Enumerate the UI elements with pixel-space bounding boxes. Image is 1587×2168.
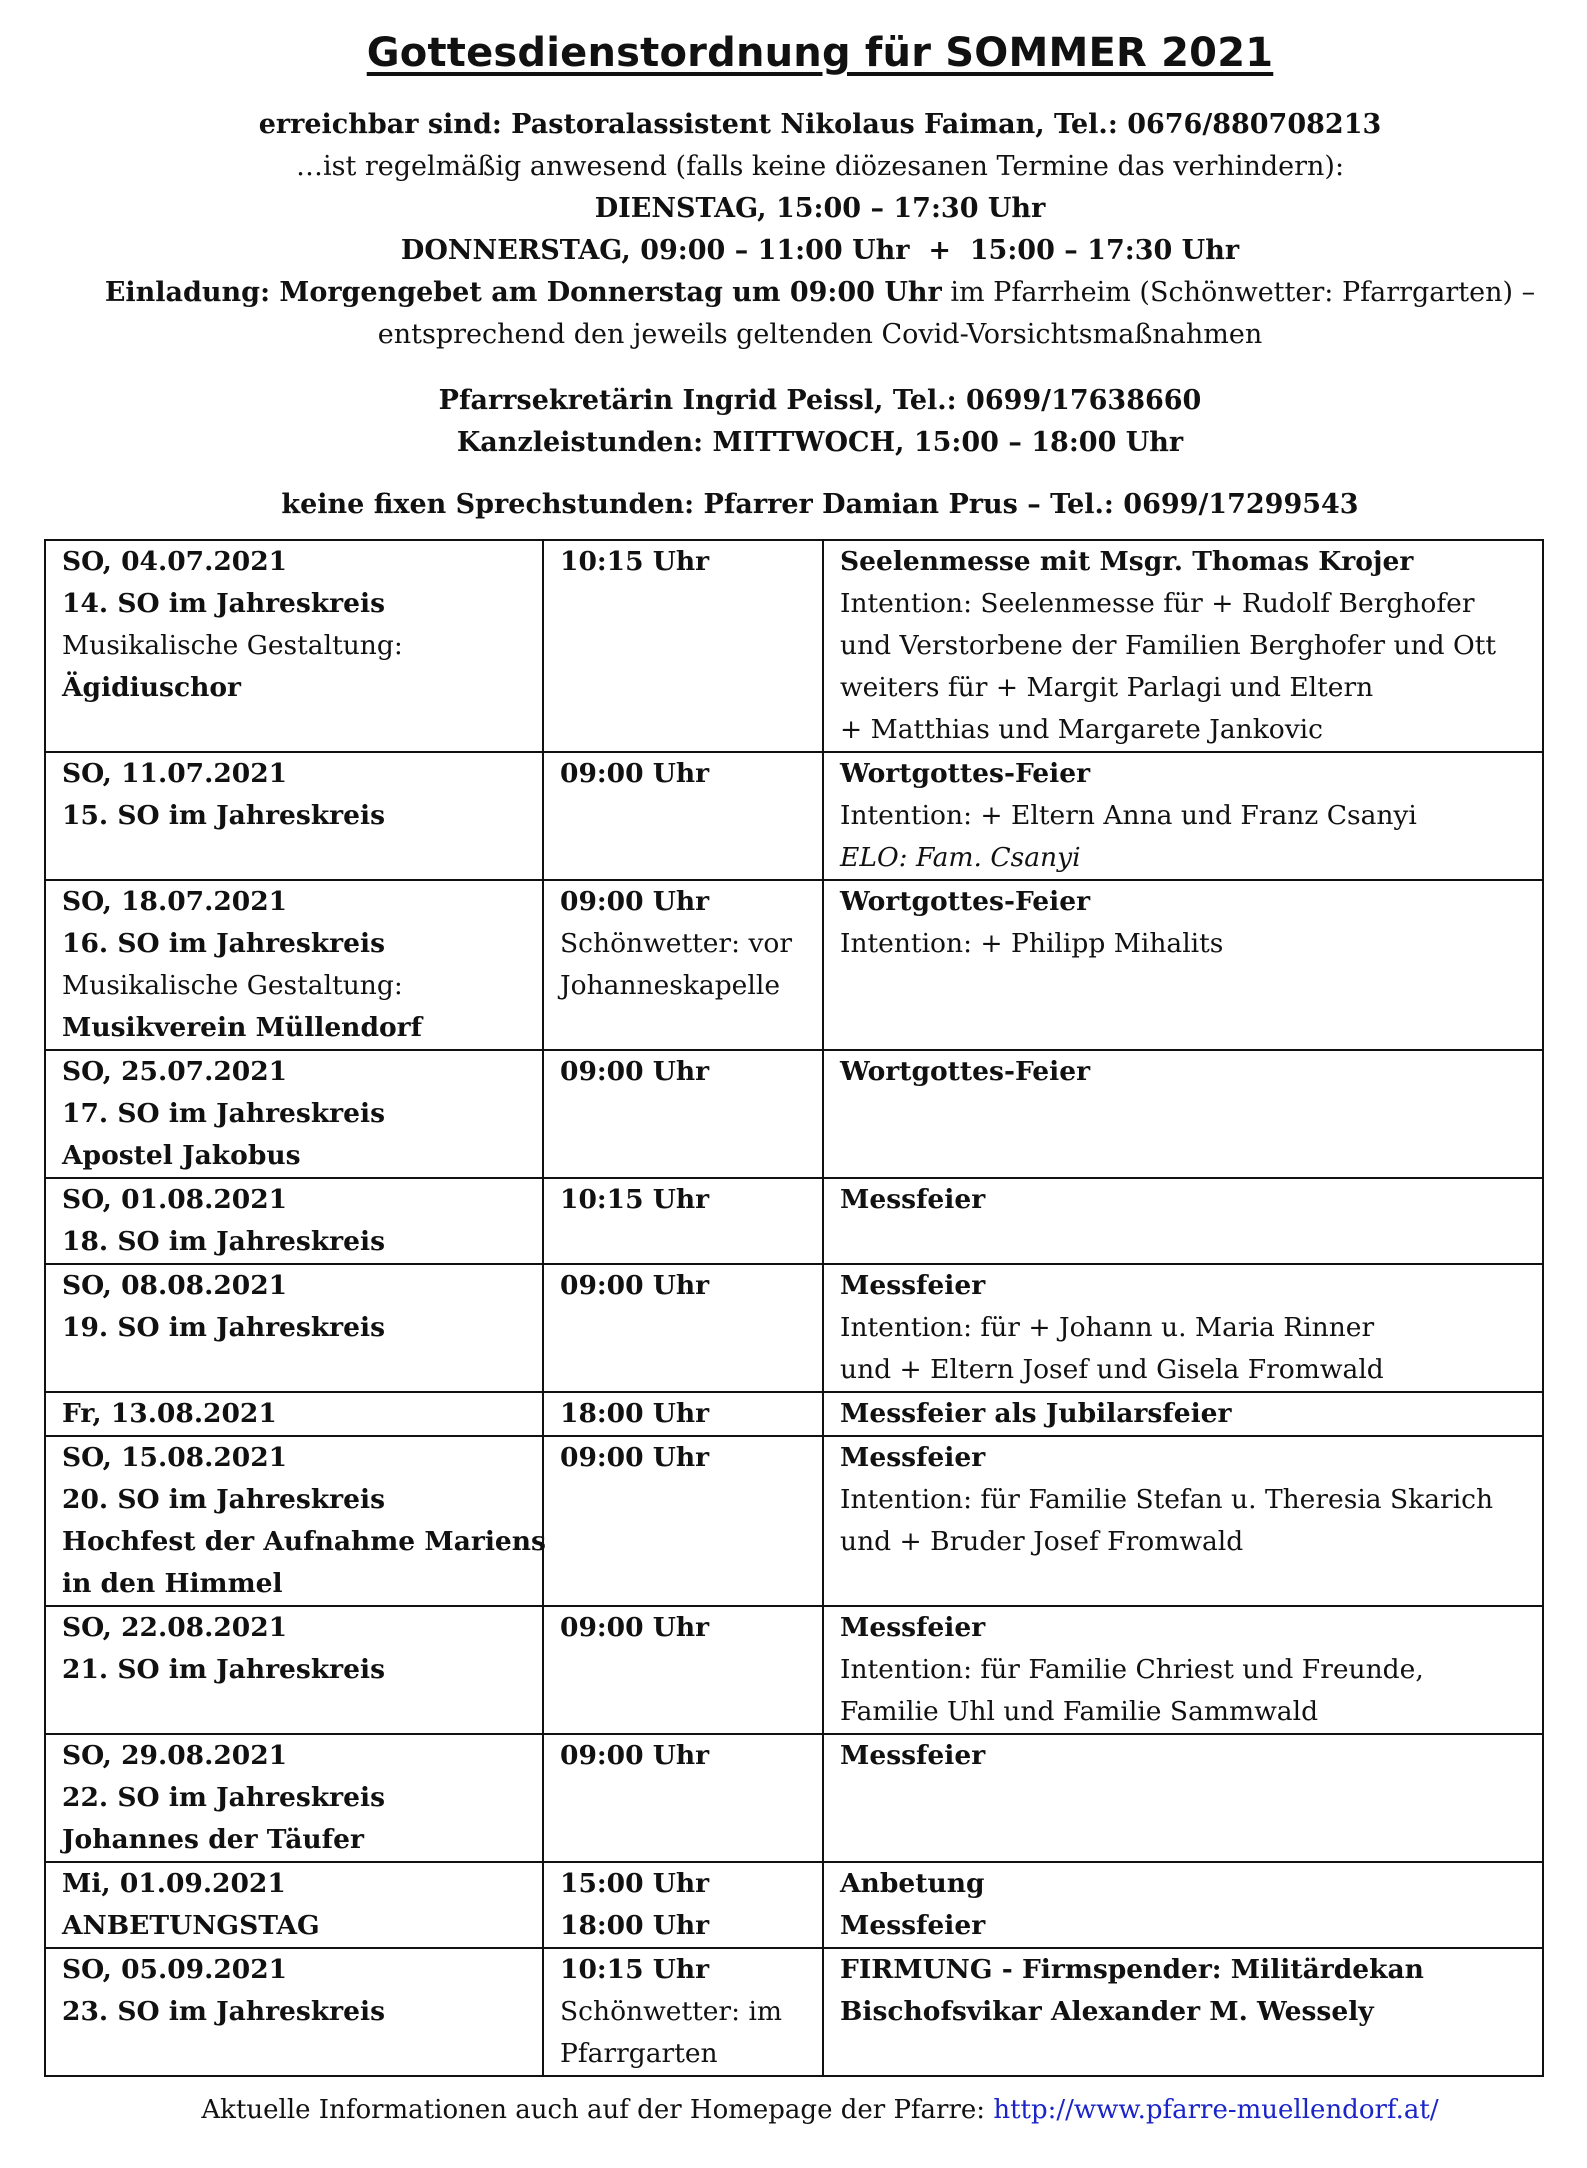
event-cell-line: Wortgottes-Feier xyxy=(840,758,1091,789)
time-cell xyxy=(543,1050,823,1178)
date-cell-line: 18. SO im Jahreskreis xyxy=(62,1226,385,1257)
event-cell xyxy=(823,1436,1543,1606)
date-cell-line: Hochfest der Aufnahme Mariens xyxy=(62,1526,546,1557)
date-cell xyxy=(45,1862,543,1948)
event-cell xyxy=(823,1948,1543,2076)
date-cell-line: Ägidiuschor xyxy=(62,672,241,703)
date-cell-line: Apostel Jakobus xyxy=(62,1140,301,1171)
event-cell xyxy=(823,1734,1543,1862)
event-cell-line: weiters für + Margit Parlagi und Eltern xyxy=(840,672,1374,703)
date-cell-line: SO, 08.08.2021 xyxy=(62,1270,288,1301)
time-cell xyxy=(543,1392,823,1436)
schedule-row xyxy=(45,1264,1543,1392)
schedule-row xyxy=(45,1734,1543,1862)
date-cell-line: 15. SO im Jahreskreis xyxy=(62,800,385,831)
event-cell xyxy=(823,540,1543,752)
time-cell-line: 09:00 Uhr xyxy=(560,886,710,917)
time-cell xyxy=(543,880,823,1050)
footer-text: Aktuelle Informationen auch auf der Homepage der Pfarre: xyxy=(201,2095,994,2125)
event-cell-line: Wortgottes-Feier xyxy=(840,886,1091,917)
date-cell xyxy=(45,1606,543,1734)
time-cell-line: 09:00 Uhr xyxy=(560,1270,710,1301)
invitation-line xyxy=(0,272,1587,314)
date-cell xyxy=(45,1392,543,1436)
event-cell-line: + Matthias und Margarete Jankovic xyxy=(840,714,1324,745)
schedule-row xyxy=(45,1948,1543,2076)
event-cell-line: Intention: für Familie Chriest und Freunde, xyxy=(840,1654,1424,1685)
presence-note: …ist regelmäßig anwesend (falls keine diözesanen Termine das verhindern): xyxy=(295,151,1345,182)
office-hours: Kanzleistunden: MITTWOCH, 15:00 – 18:00 Uhr xyxy=(456,427,1184,458)
date-cell-line: 22. SO im Jahreskreis xyxy=(62,1782,385,1813)
schedule-row xyxy=(45,752,1543,880)
event-cell-line: Messfeier xyxy=(840,1910,986,1941)
time-cell-line: 09:00 Uhr xyxy=(560,1056,710,1087)
date-cell xyxy=(45,1178,543,1264)
time-cell-line: 18:00 Uhr xyxy=(560,1398,710,1429)
time-cell xyxy=(543,1606,823,1734)
event-cell-line: FIRMUNG - Firmspender: Militärdekan xyxy=(840,1954,1424,1985)
date-cell-line: Musikalische Gestaltung: xyxy=(62,970,403,1001)
date-cell xyxy=(45,1264,543,1392)
time-cell xyxy=(543,540,823,752)
event-cell-line: und + Eltern Josef und Gisela Fromwald xyxy=(840,1354,1384,1385)
event-cell xyxy=(823,1264,1543,1392)
invitation-rest: im Pfarrheim (Schönwetter: Pfarrgarten) – xyxy=(941,277,1536,308)
date-cell-line: 14. SO im Jahreskreis xyxy=(62,588,385,619)
event-cell-line: Intention: + Eltern Anna und Franz Csanyi xyxy=(840,800,1417,831)
event-cell-line: und Verstorbene der Familien Berghofer und Ott xyxy=(840,630,1497,661)
time-cell-line: 10:15 Uhr xyxy=(560,1954,710,1985)
date-cell-line: SO, 18.07.2021 xyxy=(62,886,288,917)
schedule-row xyxy=(45,1606,1543,1734)
footer xyxy=(0,2095,1587,2125)
schedule-row xyxy=(45,1178,1543,1264)
schedule-row xyxy=(45,1862,1543,1948)
event-cell-line: ELO: Fam. Csanyi xyxy=(840,842,1081,873)
time-cell-line: 09:00 Uhr xyxy=(560,1740,710,1771)
covid-note: entsprechend den jeweils geltenden Covid-Vorsichtsmaßnahmen xyxy=(377,319,1263,350)
time-cell xyxy=(543,1264,823,1392)
date-cell-line: SO, 22.08.2021 xyxy=(62,1612,288,1643)
contact-info xyxy=(0,104,1587,526)
event-cell-line: Familie Uhl und Familie Sammwald xyxy=(840,1696,1319,1727)
event-cell-line: Messfeier xyxy=(840,1740,986,1771)
secretary-line: Pfarrsekretärin Ingrid Peissl, Tel.: 0699/17638660 xyxy=(438,385,1202,416)
schedule-row xyxy=(45,1050,1543,1178)
event-cell-line: Intention: Seelenmesse für + Rudolf Berghofer xyxy=(840,588,1475,619)
date-cell-line: SO, 25.07.2021 xyxy=(62,1056,288,1087)
time-cell-line: 10:15 Uhr xyxy=(560,1184,710,1215)
date-cell-line: 21. SO im Jahreskreis xyxy=(62,1654,385,1685)
invitation-bold: Einladung: Morgengebet am Donnerstag um 09:00 Uhr xyxy=(104,277,942,308)
date-cell-line: Musikverein Müllendorf xyxy=(62,1012,423,1043)
schedule-row xyxy=(45,540,1543,752)
priest-line: keine fixen Sprechstunden: Pfarrer Damian Prus – Tel.: 0699/17299543 xyxy=(281,489,1359,520)
page-title: Gottesdienstordnung für SOMMER 2021 xyxy=(366,30,1274,76)
date-cell-line: SO, 05.09.2021 xyxy=(62,1954,288,1985)
event-cell-line: Intention: für Familie Stefan u. Theresia Skarich xyxy=(840,1484,1494,1515)
date-cell-line: 23. SO im Jahreskreis xyxy=(62,1996,385,2027)
date-cell-line: Fr, 13.08.2021 xyxy=(62,1398,277,1429)
time-cell xyxy=(543,1734,823,1862)
schedule-table xyxy=(44,539,1544,2077)
contact-line: erreichbar sind: Pastoralassistent Nikolaus Faiman, Tel.: 0676/880708213 xyxy=(258,109,1382,140)
time-cell xyxy=(543,752,823,880)
date-cell-line: ANBETUNGSTAG xyxy=(62,1910,320,1941)
event-cell xyxy=(823,1178,1543,1264)
event-cell xyxy=(823,1050,1543,1178)
tuesday-hours: DIENSTAG, 15:00 – 17:30 Uhr xyxy=(594,193,1046,224)
time-cell xyxy=(543,1436,823,1606)
time-cell-line: 10:15 Uhr xyxy=(560,546,710,577)
date-cell xyxy=(45,1050,543,1178)
schedule-body xyxy=(45,540,1543,2076)
date-cell-line: Musikalische Gestaltung: xyxy=(62,630,403,661)
schedule-row xyxy=(45,880,1543,1050)
time-cell-line: Pfarrgarten xyxy=(560,2038,718,2069)
time-cell-line: 15:00 Uhr xyxy=(560,1868,710,1899)
time-cell-line: 09:00 Uhr xyxy=(560,758,710,789)
event-cell-line: Messfeier xyxy=(840,1442,986,1473)
event-cell-line: Messfeier xyxy=(840,1184,986,1215)
event-cell xyxy=(823,1392,1543,1436)
date-cell xyxy=(45,1948,543,2076)
date-cell xyxy=(45,880,543,1050)
date-cell-line: 17. SO im Jahreskreis xyxy=(62,1098,385,1129)
date-cell-line: SO, 29.08.2021 xyxy=(62,1740,288,1771)
time-cell-line: Schönwetter: im xyxy=(560,1996,783,2027)
event-cell-line: Wortgottes-Feier xyxy=(840,1056,1091,1087)
date-cell-line: SO, 01.08.2021 xyxy=(62,1184,288,1215)
time-cell-line: 09:00 Uhr xyxy=(560,1612,710,1643)
event-cell-line: Messfeier als Jubilarsfeier xyxy=(840,1398,1232,1429)
time-cell xyxy=(543,1178,823,1264)
date-cell xyxy=(45,1436,546,1606)
event-cell-line: Intention: für + Johann u. Maria Rinner xyxy=(840,1312,1375,1343)
time-cell-line: 09:00 Uhr xyxy=(560,1442,710,1473)
date-cell-line: 20. SO im Jahreskreis xyxy=(62,1484,385,1515)
date-cell-line: SO, 04.07.2021 xyxy=(62,546,288,577)
event-cell xyxy=(823,1862,1543,1948)
thursday-hours: DONNERSTAG, 09:00 – 11:00 Uhr + 15:00 – 17:30 Uhr xyxy=(400,235,1240,266)
event-cell xyxy=(823,880,1543,1050)
schedule-row xyxy=(45,1392,1543,1436)
time-cell-line: 18:00 Uhr xyxy=(560,1910,710,1941)
date-cell-line: SO, 11.07.2021 xyxy=(62,758,288,789)
schedule-row xyxy=(45,1436,1543,1606)
time-cell xyxy=(543,1948,823,2076)
time-cell-line: Schönwetter: vor xyxy=(560,928,793,959)
date-cell-line: Johannes der Täufer xyxy=(62,1824,364,1855)
event-cell-line: Seelenmesse mit Msgr. Thomas Krojer xyxy=(840,546,1414,577)
event-cell-line: Anbetung xyxy=(840,1868,985,1899)
homepage-link[interactable]: http://www.pfarre-muellendorf.at/ xyxy=(993,2095,1439,2125)
event-cell-line: Messfeier xyxy=(840,1270,986,1301)
date-cell-line: 19. SO im Jahreskreis xyxy=(62,1312,385,1343)
date-cell-line: SO, 15.08.2021 xyxy=(62,1442,288,1473)
date-cell-line: Mi, 01.09.2021 xyxy=(62,1868,286,1899)
event-cell-line: Intention: + Philipp Mihalits xyxy=(840,928,1224,959)
date-cell xyxy=(45,752,543,880)
event-cell-line: und + Bruder Josef Fromwald xyxy=(840,1526,1244,1557)
date-cell-line: in den Himmel xyxy=(62,1568,283,1599)
date-cell-line: 16. SO im Jahreskreis xyxy=(62,928,385,959)
event-cell-line: Messfeier xyxy=(840,1612,986,1643)
time-cell-line: Johanneskapelle xyxy=(560,970,780,1001)
date-cell xyxy=(45,1734,543,1862)
time-cell xyxy=(543,1862,823,1948)
event-cell xyxy=(823,1606,1543,1734)
event-cell-line: Bischofsvikar Alexander M. Wessely xyxy=(840,1996,1374,2027)
date-cell xyxy=(45,540,543,752)
event-cell xyxy=(823,752,1543,880)
